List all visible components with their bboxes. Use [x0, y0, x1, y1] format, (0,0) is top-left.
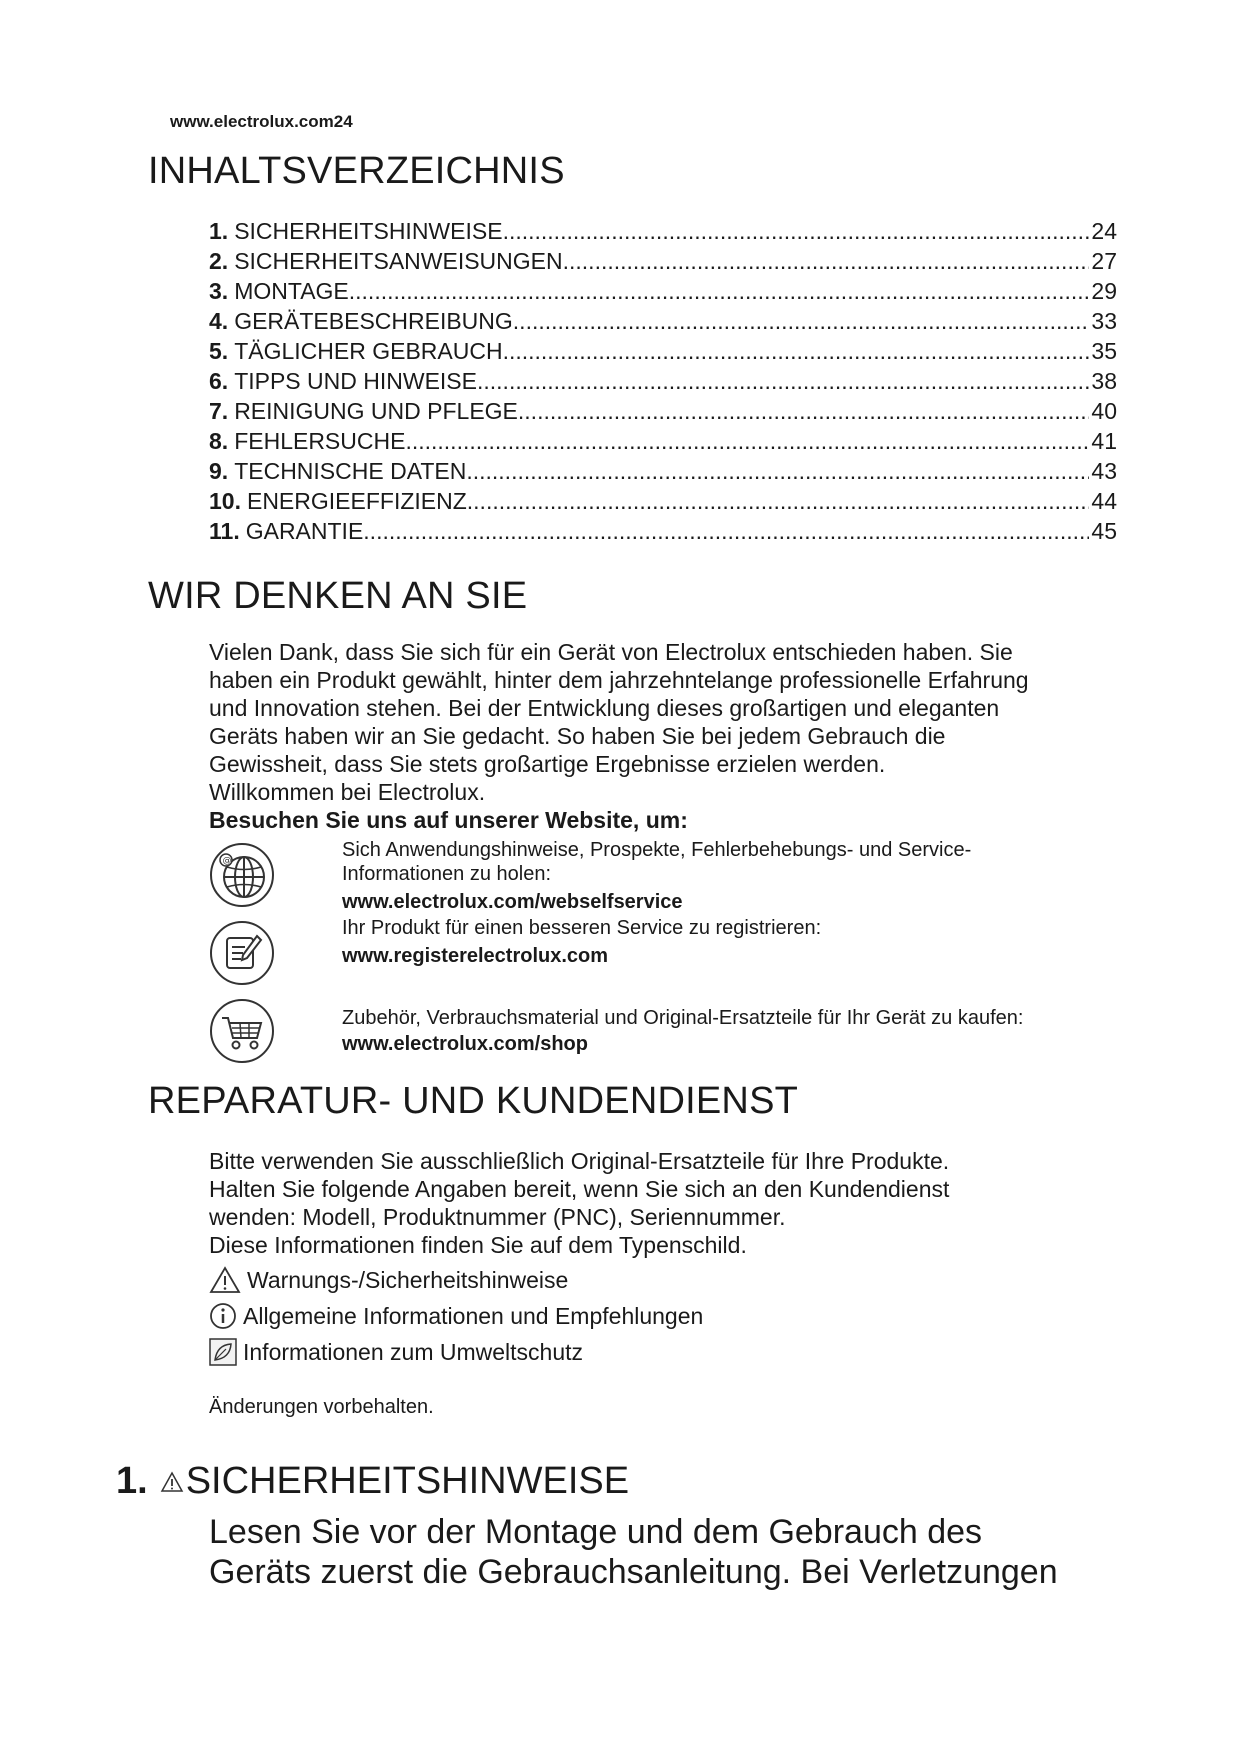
link-text: Sich Anwendungshinweise, Prospekte, Fehlerbehebungs- und Service- [342, 839, 972, 861]
warning-icon [209, 1266, 241, 1294]
toc-item-label: MONTAGE [234, 278, 349, 304]
welcome-line: haben ein Produkt gewählt, hinter dem jahrzehntelange professionelle Erfahrung [209, 667, 1029, 693]
legend-row [209, 1298, 703, 1334]
toc-item-page: 29 [1091, 278, 1117, 304]
section-number: 1. [116, 1460, 148, 1502]
toc-item[interactable] [209, 396, 1117, 426]
legend-row [209, 1262, 703, 1298]
toc-item-page: 24 [1091, 218, 1117, 244]
intro-line: Geräts zuerst die Gebrauchsanleitung. Bei Verletzungen [209, 1553, 1058, 1591]
toc-item[interactable] [209, 456, 1117, 486]
header-url: www.electrolux.com24 [170, 112, 353, 131]
toc-leader-dots [503, 336, 1090, 366]
section-1-intro [209, 1512, 1149, 1592]
link-text: Zubehör, Verbrauchsmaterial und Original-Ersatzteile für Ihr Gerät zu kaufen: [342, 1007, 1024, 1029]
toc-item-page: 33 [1091, 308, 1117, 334]
toc-item[interactable] [209, 306, 1117, 336]
toc-item-page: 40 [1091, 398, 1117, 424]
toc-item-label: REINIGUNG UND PFLEGE [234, 398, 518, 424]
change-note: Änderungen vorbehalten. [209, 1396, 434, 1418]
toc-item-label: SICHERHEITSANWEISUNGEN [234, 248, 563, 274]
toc-item-number: 1. [209, 218, 229, 244]
toc-item[interactable] [209, 336, 1117, 366]
toc-item-label: TÄGLICHER GEBRAUCH [234, 338, 503, 364]
toc-leader-dots [503, 216, 1090, 246]
toc-leader-dots [467, 486, 1090, 516]
service-line: Diese Informationen finden Sie auf dem Typenschild. [209, 1232, 747, 1258]
welcome-line: Vielen Dank, dass Sie sich für ein Gerät von Electrolux entschieden haben. Sie [209, 639, 1013, 665]
toc-item-label: TIPPS UND HINWEISE [234, 368, 477, 394]
toc-item-page: 38 [1091, 368, 1117, 394]
legend-label: Warnungs-/Sicherheitshinweise [247, 1266, 569, 1293]
welcome-line: Gewissheit, dass Sie stets großartige Ergebnisse erzielen werden. [209, 751, 886, 777]
toc-item[interactable] [209, 276, 1117, 306]
legend-row [209, 1334, 703, 1370]
link-register [342, 916, 1132, 968]
toc-title: INHALTSVERZEICHNIS [148, 150, 565, 192]
toc-item-number: 8. [209, 428, 229, 454]
legend-label: Informationen zum Umweltschutz [243, 1338, 584, 1365]
info-icon [209, 1302, 237, 1330]
welcome-title: WIR DENKEN AN SIE [148, 575, 528, 617]
link-text: Informationen zu holen: [342, 863, 552, 885]
toc-item[interactable] [209, 516, 1117, 546]
section-1-title [116, 1460, 629, 1503]
toc-leader-dots [363, 516, 1089, 546]
toc-item[interactable] [209, 426, 1117, 456]
toc-item-label: ENERGIEEFFIZIENZ [246, 488, 467, 514]
shop-link[interactable]: www.electrolux.com/shop [342, 1033, 588, 1055]
toc-item[interactable] [209, 216, 1117, 246]
toc-item-label: FEHLERSUCHE [234, 428, 406, 454]
service-title: REPARATUR- UND KUNDENDIENST [148, 1080, 799, 1122]
service-line: wenden: Modell, Produktnummer (PNC), Seriennummer. [209, 1204, 786, 1230]
toc-item-label: GERÄTEBESCHREIBUNG [234, 308, 513, 334]
toc-item[interactable] [209, 246, 1117, 276]
toc-item-number: 7. [209, 398, 229, 424]
welcome-line: Willkommen bei Electrolux. [209, 779, 486, 805]
toc-item-page: 41 [1091, 428, 1117, 454]
toc-item-label: GARANTIE [245, 518, 364, 544]
toc-item-number: 5. [209, 338, 229, 364]
toc-item-page: 27 [1091, 248, 1117, 274]
toc-item-page: 44 [1091, 488, 1117, 514]
toc-item-number: 2. [209, 248, 229, 274]
toc-item-page: 45 [1091, 518, 1117, 544]
register-icon [209, 920, 275, 986]
link-shop [342, 1006, 1132, 1056]
toc-item-number: 6. [209, 368, 229, 394]
toc-item[interactable] [209, 366, 1117, 396]
welcome-line: Geräts haben wir an Sie gedacht. So haben Sie bei jedem Gebrauch die [209, 723, 946, 749]
welcome-text [209, 638, 1129, 834]
website-links [209, 838, 1129, 1068]
toc-leader-dots [405, 426, 1089, 456]
service-line: Halten Sie folgende Angaben bereit, wenn Sie sich an den Kundendienst [209, 1176, 950, 1202]
toc-leader-dots [349, 276, 1090, 306]
service-line: Bitte verwenden Sie ausschließlich Original-Ersatzteile für Ihre Produkte. [209, 1148, 950, 1174]
visit-heading: Besuchen Sie uns auf unserer Website, um: [209, 807, 688, 833]
cart-icon [209, 998, 275, 1064]
toc-item-label: SICHERHEITSHINWEISE [234, 218, 503, 244]
leaf-icon [209, 1338, 237, 1366]
globe-icon [209, 842, 275, 908]
service-text [209, 1147, 1129, 1259]
toc-item-number: 4. [209, 308, 229, 334]
section-title-text: SICHERHEITSHINWEISE [185, 1460, 630, 1502]
warning-icon [160, 1471, 184, 1493]
toc-item-number: 9. [209, 458, 229, 484]
register-link[interactable]: www.registerelectrolux.com [342, 945, 609, 967]
toc-item[interactable] [209, 486, 1117, 516]
welcome-line: und Innovation stehen. Bei der Entwicklung dieses großartigen und eleganten [209, 695, 1000, 721]
toc-leader-dots [513, 306, 1090, 336]
toc-leader-dots [518, 396, 1090, 426]
toc-item-number: 3. [209, 278, 229, 304]
link-text: Ihr Produkt für einen besseren Service zu registrieren: [342, 917, 822, 939]
toc-item-number: 11. [209, 518, 240, 544]
toc-item-page: 43 [1091, 458, 1117, 484]
toc-leader-dots [466, 456, 1089, 486]
intro-line: Lesen Sie vor der Montage und dem Gebrauch des [209, 1513, 983, 1551]
legend-label: Allgemeine Informationen und Empfehlungen [243, 1302, 704, 1329]
webselfservice-link[interactable]: www.electrolux.com/webselfservice [342, 891, 683, 913]
svg-text:@: @ [222, 856, 232, 866]
toc-item-page: 35 [1091, 338, 1117, 364]
toc-item-number: 10. [209, 488, 241, 514]
toc-item-label: TECHNISCHE DATEN [234, 458, 467, 484]
table-of-contents [209, 216, 1117, 546]
toc-leader-dots [477, 366, 1089, 396]
link-webselfservice [342, 838, 1132, 914]
symbol-legend [209, 1262, 703, 1370]
toc-leader-dots [563, 246, 1090, 276]
